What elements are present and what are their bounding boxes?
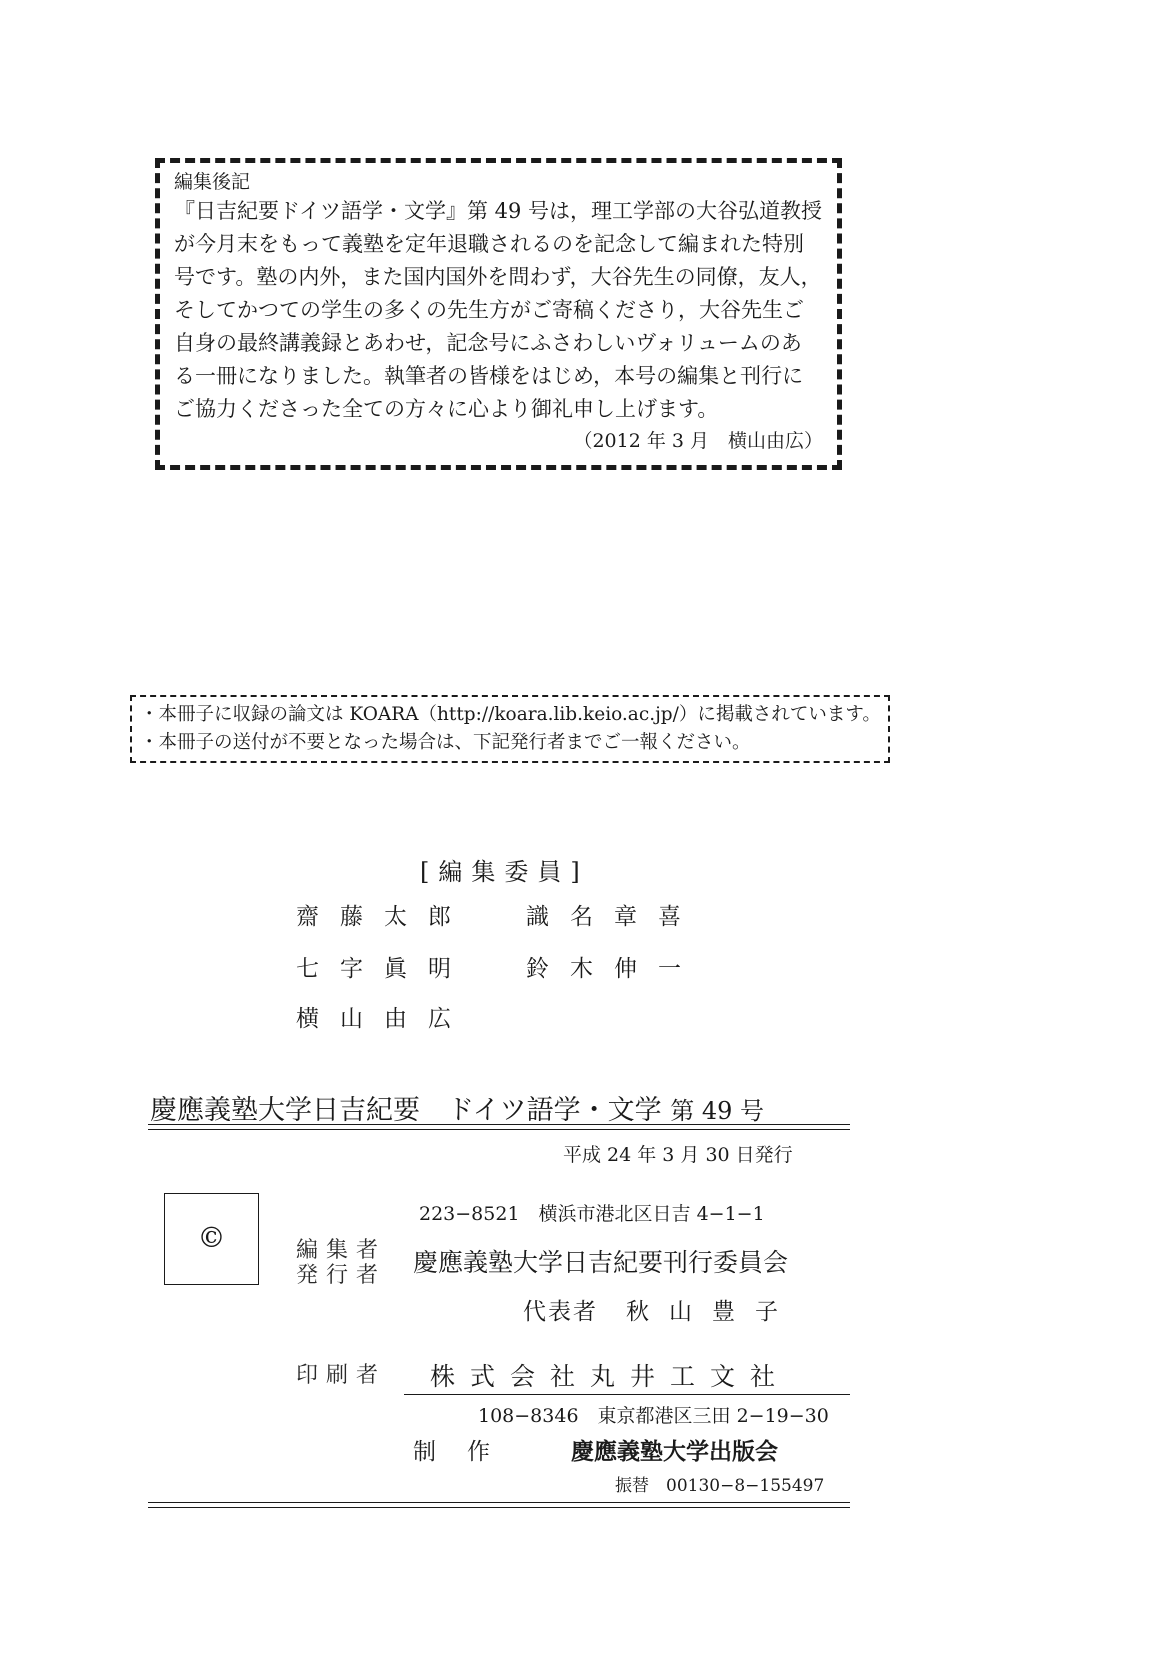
printer-rule (404, 1394, 850, 1395)
journal-title (150, 1088, 764, 1127)
committee-member: 横山由広 (296, 1006, 472, 1032)
representative-label: 代表者 (523, 1299, 598, 1325)
publisher-name: 慶應義塾大学日吉紀要刊行委員会 (413, 1248, 789, 1277)
bottom-rule (148, 1507, 850, 1508)
afterword-line: 号です。塾の内外，また国内国外を問わず，大谷先生の同僚，友人， (174, 265, 822, 289)
printer-label: 印刷者 (296, 1363, 387, 1388)
production-name: 慶應義塾大学出版会 (571, 1438, 778, 1465)
afterword-line: ご協力くださった全ての方々に心より御礼申し上げます。 (174, 397, 719, 421)
notice-line-unsubscribe: ・本冊子の送付が不要となった場合は、下記発行者までご一報ください。 (140, 732, 751, 753)
editor-label: 編集者 (296, 1238, 387, 1263)
publisher-address: 223−8521 横浜市港北区日吉 4−1−1 (419, 1203, 765, 1225)
copyright-symbol: © (197, 1221, 226, 1254)
copyright-box (164, 1193, 259, 1285)
notice-line-koara: ・本冊子に収録の論文は KOARA（http://koara.lib.keio.ac.jp/）に掲載されています。 (140, 704, 881, 725)
committee-member: 鈴木伸一 (526, 956, 702, 982)
bottom-rule (148, 1502, 850, 1503)
afterword-line: 自身の最終講義録とあわせ，記念号にふさわしいヴォリュームのあ (174, 331, 802, 355)
transfer-account: 振替 00130−8−155497 (615, 1476, 825, 1496)
committee-member: 七字眞明 (296, 956, 472, 982)
journal-name: 慶應義塾大学日吉紀要 ドイツ語学・文学 (150, 1095, 662, 1126)
afterword-signature: （2012 年 3 月 横山由広） (573, 430, 823, 452)
committee-member: 識名章喜 (526, 904, 702, 930)
journal-volume: 第 49 号 (670, 1097, 765, 1125)
title-rule (148, 1129, 850, 1130)
production-address: 108−8346 東京都港区三田 2−19−30 (478, 1405, 829, 1427)
representative-name: 秋山豊子 (626, 1299, 798, 1325)
afterword-line: 『日吉紀要ドイツ語学・文学』第 49 号は，理工学部の大谷弘道教授 (174, 199, 823, 223)
issue-date: 平成 24 年 3 月 30 日発行 (563, 1144, 793, 1166)
notice-box (130, 695, 890, 763)
afterword-box (155, 158, 842, 470)
printer-name: 株式会社丸井工文社 (430, 1362, 791, 1391)
committee-title: [編集委員] (420, 858, 589, 886)
afterword-line: が今月末をもって義塾を定年退職されるのを記念して編まれた特別 (174, 232, 804, 256)
afterword-line: そしてかつての学生の多くの先生方がご寄稿くださり，大谷先生ご (174, 298, 804, 322)
title-rule (148, 1124, 850, 1125)
production-label: 制 作 (413, 1439, 494, 1465)
publisher-label: 発行者 (296, 1263, 387, 1288)
afterword-line: る一冊になりました。執筆者の皆様をはじめ，本号の編集と刊行に (174, 364, 804, 388)
afterword-heading: 編集後記 (174, 171, 251, 193)
committee-member: 齋藤太郎 (296, 904, 472, 930)
